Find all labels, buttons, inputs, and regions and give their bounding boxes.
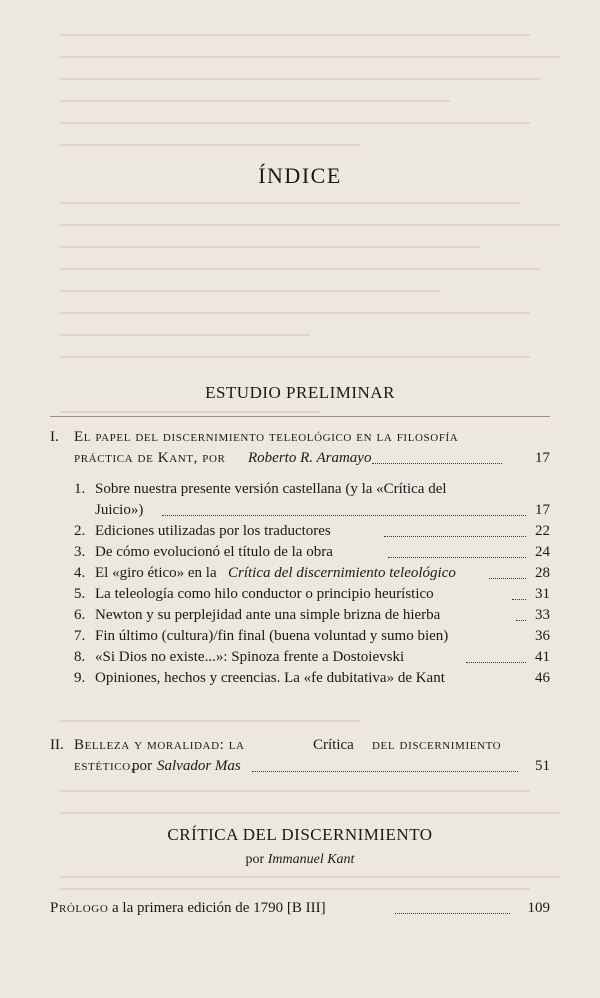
- toc-subsection[interactable]: [74, 584, 550, 605]
- toc-entry-part-1[interactable]: [50, 427, 550, 469]
- part-title-line2: estético,: [74, 758, 136, 774]
- toc-subsection[interactable]: [74, 605, 550, 626]
- part-title-line1-rest: del discernimiento: [372, 737, 502, 753]
- top-divider: [50, 416, 550, 417]
- subsection-number: 4.: [74, 565, 86, 581]
- page-number: 41: [535, 649, 550, 665]
- toc-subsection[interactable]: [74, 626, 550, 647]
- subsection-title: Newton y su perplejidad ante una simple brizna de hierba: [95, 607, 441, 623]
- page-number: 22: [535, 523, 550, 539]
- page-number: 46: [535, 670, 550, 686]
- subsection-title: Sobre nuestra presente versión castellana (y la «Crítica del: [95, 481, 447, 497]
- toc-entry-part-2[interactable]: [50, 735, 550, 777]
- subsection-number: 7.: [74, 628, 86, 644]
- part-author: Roberto R. Aramayo: [248, 450, 372, 466]
- dot-leader: [384, 536, 526, 537]
- page-number: 109: [527, 900, 550, 916]
- author-name: Immanuel Kant: [267, 852, 355, 867]
- page-number: 17: [535, 450, 550, 466]
- subsection-title: Opiniones, hechos y creencias. La «fe dubitativa» de Kant: [95, 670, 445, 686]
- subsection-number: 6.: [74, 607, 86, 623]
- subsection-title-continued: Juicio»): [95, 502, 144, 518]
- subsection-title-italic: Crítica del discernimiento teleológico: [228, 565, 456, 581]
- subsection-number: 3.: [74, 544, 86, 560]
- entry-title-smallcaps: Prólogo: [50, 900, 109, 916]
- part-title-work: Crítica: [313, 737, 354, 753]
- dot-leader: [395, 913, 510, 914]
- subsection-number: 8.: [74, 649, 86, 665]
- subsection-title: Ediciones utilizadas por los traductores: [95, 523, 331, 539]
- subsection-title: «Si Dios no existe...»: Spinoza frente a Dostoievski: [95, 649, 405, 665]
- toc-subsection-continuation[interactable]: [74, 500, 550, 521]
- subsection-title: El «giro ético» en la: [95, 565, 217, 581]
- subsection-number: 5.: [74, 586, 86, 602]
- page-number: 33: [535, 607, 550, 623]
- page-number: 24: [535, 544, 550, 560]
- toc-subsection-list: [74, 479, 550, 689]
- page-number: 51: [535, 758, 550, 774]
- toc-subsection[interactable]: [74, 542, 550, 563]
- page-number: 17: [535, 502, 550, 518]
- subsection-number: 1.: [74, 481, 86, 497]
- part-title-line1: Belleza y moralidad: la: [74, 737, 245, 753]
- subsection-title: La teleología como hilo conductor o principio heurístico: [95, 586, 434, 602]
- section-heading-estudio: ESTUDIO PRELIMINAR: [205, 383, 395, 402]
- part-author: Salvador Mas: [157, 758, 241, 774]
- dot-leader: [252, 771, 518, 772]
- subsection-title: Fin último (cultura)/fin final (buena voluntad y sumo bien): [95, 628, 449, 644]
- page-number: 36: [535, 628, 550, 644]
- part-author-prefix: por: [132, 758, 152, 774]
- section-heading-critica: CRÍTICA DEL DISCERNIMIENTO: [167, 825, 433, 844]
- toc-subsection[interactable]: [74, 521, 550, 542]
- page-number: 31: [535, 586, 550, 602]
- toc-entry-prologo[interactable]: [50, 898, 550, 919]
- subsection-title: De cómo evolucionó el título de la obra: [95, 544, 333, 560]
- part-title-line2: práctica de Kant, por: [74, 450, 226, 466]
- toc-subsection[interactable]: [74, 647, 550, 668]
- dot-leader: [372, 463, 502, 464]
- dot-leader: [388, 557, 526, 558]
- toc-subsection[interactable]: [74, 479, 550, 500]
- page-number: 28: [535, 565, 550, 581]
- dot-leader: [162, 515, 526, 516]
- entry-title: a la primera edición de 1790 [B III]: [112, 900, 326, 916]
- part-title-line1: El papel del discernimiento teleológico en la filosofía: [74, 429, 459, 445]
- subsection-number: 2.: [74, 523, 86, 539]
- subsection-number: 9.: [74, 670, 86, 686]
- part-numeral: II.: [50, 737, 64, 753]
- toc-subsection[interactable]: [74, 563, 550, 584]
- toc-subsection[interactable]: [74, 668, 550, 689]
- section-author: [150, 852, 450, 868]
- author-prefix: por: [245, 852, 265, 867]
- part-numeral: I.: [50, 429, 59, 445]
- page-title: ÍNDICE: [258, 163, 342, 188]
